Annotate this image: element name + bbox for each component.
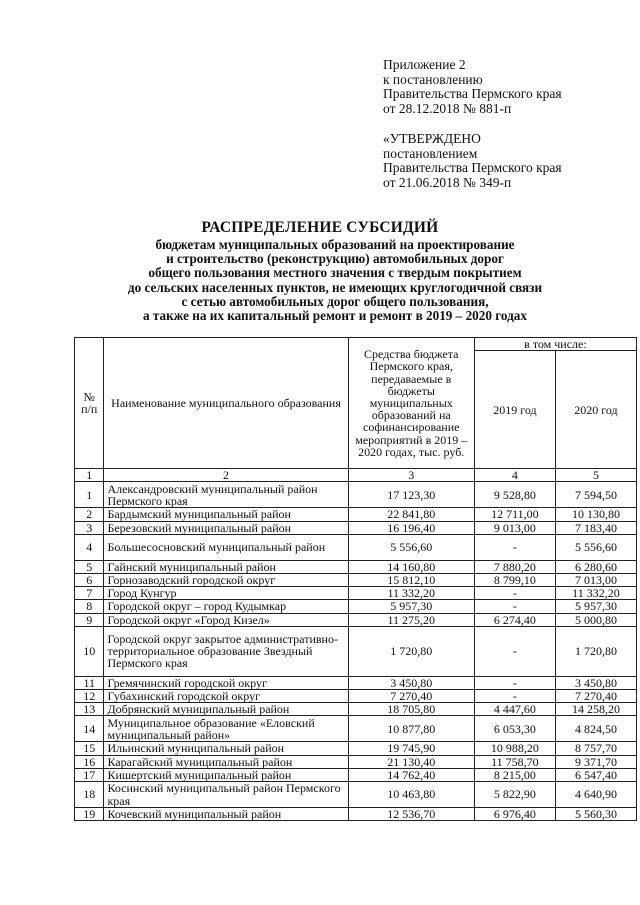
col-number: 5 [555, 469, 636, 482]
header-funds: Средства бюджета Пермского края, передаваемые в бюджеты муниципальных образований на софинансирование мероприятий в 2019 – 2020 годах, тыс. руб. [348, 338, 474, 469]
row-2020: 7 594,50 [555, 482, 636, 508]
row-number: 5 [75, 560, 104, 573]
col-number: 4 [474, 469, 555, 482]
table-row [75, 521, 637, 534]
table-row [75, 690, 637, 703]
subtitle-line: а также на их капитальный ремонт и ремонт в 2019 – 2020 годах [143, 308, 527, 324]
table-row [75, 600, 637, 613]
row-total: 15 812,10 [348, 574, 474, 587]
row-total: 11 332,20 [348, 587, 474, 600]
table-row [75, 755, 637, 768]
row-name: Ильинский муниципальный район [104, 742, 348, 755]
header-name: Наименование муниципального образования [104, 338, 348, 469]
row-name: Косинский муниципальный район Пермского края [104, 782, 348, 808]
header-num: № п/п [75, 338, 104, 469]
row-2020: 10 130,80 [555, 508, 636, 521]
row-total: 1 720,80 [348, 626, 474, 676]
row-2019: 12 711,00 [474, 508, 555, 521]
row-2019: 9 013,00 [474, 521, 555, 534]
row-name: Кишертский муниципальный район [104, 768, 348, 781]
row-2020: 5 000,80 [555, 613, 636, 626]
row-name: Гремячинский городской округ [104, 676, 348, 689]
appendix-line: от 28.12.2018 № 881-п [383, 100, 512, 116]
row-name: Город Кунгур [104, 587, 348, 600]
row-2020: 8 757,70 [555, 742, 636, 755]
row-2019: 11 758,70 [474, 755, 555, 768]
row-2020: 1 720,80 [555, 626, 636, 676]
row-total: 22 841,80 [348, 508, 474, 521]
subsidy-table [74, 337, 637, 821]
row-number: 6 [75, 574, 104, 587]
row-2019: - [474, 600, 555, 613]
approved-line: «УТВЕРЖДЕНО [383, 131, 481, 146]
row-name: Горнозаводский городской округ [104, 574, 348, 587]
col-number: 3 [348, 469, 474, 482]
header-2020: 2020 год [555, 351, 636, 469]
row-2020: 4 824,50 [555, 716, 636, 742]
table-row [75, 626, 637, 676]
table-row [75, 716, 637, 742]
table-row [75, 808, 637, 821]
row-2019: 8 799,10 [474, 574, 555, 587]
row-total: 16 196,40 [348, 521, 474, 534]
row-number: 12 [75, 690, 104, 703]
row-2019: 9 528,80 [474, 482, 555, 508]
row-number: 8 [75, 600, 104, 613]
row-total: 17 123,30 [348, 482, 474, 508]
row-name: Большесосновский муниципальный район [104, 534, 348, 560]
row-name: Добрянский муниципальный район [104, 703, 348, 716]
row-2020: 3 450,80 [555, 676, 636, 689]
row-2020: 7 013,00 [555, 574, 636, 587]
approved-line: постановлением [383, 145, 478, 161]
table-row [75, 613, 637, 626]
row-number: 2 [75, 508, 104, 521]
row-total: 7 270,40 [348, 690, 474, 703]
col-number: 1 [75, 469, 104, 482]
row-number: 16 [75, 755, 104, 768]
row-2020: 7 183,40 [555, 521, 636, 534]
row-2020: 11 332,20 [555, 587, 636, 600]
table-body [75, 482, 637, 821]
table-row [75, 703, 637, 716]
row-2019: 7 880,20 [474, 560, 555, 573]
row-total: 18 705,80 [348, 703, 474, 716]
approved-block [383, 132, 623, 190]
row-2019: - [474, 587, 555, 600]
row-2019: - [474, 534, 555, 560]
table-row [75, 560, 637, 573]
table-row [75, 742, 637, 755]
table-row [75, 768, 637, 781]
approved-line: Правительства Пермского края [383, 160, 562, 176]
row-name: Березовский муниципальный район [104, 521, 348, 534]
row-total: 10 463,80 [348, 782, 474, 808]
row-name: Муниципальное образование «Еловский муниципальный район» [104, 716, 348, 742]
row-2020: 5 957,30 [555, 600, 636, 613]
row-name: Губахинский городской округ [104, 690, 348, 703]
row-name: Александровский муниципальный район Пермского края [104, 482, 348, 508]
table-row [75, 534, 637, 560]
document-title: РАСПРЕДЕЛЕНИЕ СУБСИДИЙ [201, 219, 439, 236]
row-total: 5 556,60 [348, 534, 474, 560]
row-2019: 10 988,20 [474, 742, 555, 755]
row-number: 17 [75, 768, 104, 781]
row-2020: 9 371,70 [555, 755, 636, 768]
row-2019: - [474, 676, 555, 689]
approved-line: от 21.06.2018 № 349-п [383, 174, 512, 190]
row-name: Городской округ «Город Кизел» [104, 613, 348, 626]
row-2020: 5 560,30 [555, 808, 636, 821]
row-number: 9 [75, 613, 104, 626]
row-2019: 6 053,30 [474, 716, 555, 742]
row-2020: 14 258,20 [555, 703, 636, 716]
row-number: 18 [75, 782, 104, 808]
row-name: Бардымский муниципальный район [104, 508, 348, 521]
table-row [75, 508, 637, 521]
row-number: 1 [75, 482, 104, 508]
row-2019: 4 447,60 [474, 703, 555, 716]
row-name: Гайнский муниципальный район [104, 560, 348, 573]
row-total: 3 450,80 [348, 676, 474, 689]
header-including: в том числе: [474, 338, 636, 351]
row-2020: 7 270,40 [555, 690, 636, 703]
row-name: Карагайский муниципальный район [104, 755, 348, 768]
row-total: 5 957,30 [348, 600, 474, 613]
subtitle-line: бюджетам муниципальных образований на проектирование [155, 237, 515, 252]
row-total: 14 762,40 [348, 768, 474, 781]
subtitle-line: и строительство (реконструкцию) автомобильных дорог [166, 251, 504, 267]
row-total: 11 275,20 [348, 613, 474, 626]
appendix-line: Правительства Пермского края [383, 86, 562, 102]
document-subtitle [60, 238, 610, 323]
row-total: 12 536,70 [348, 808, 474, 821]
row-2020: 5 556,60 [555, 534, 636, 560]
subtitle-line: общего пользования местного значения с твердым покрытием [148, 265, 522, 281]
table-row [75, 482, 637, 508]
table-row [75, 782, 637, 808]
row-2020: 6 547,40 [555, 768, 636, 781]
table-row [75, 587, 637, 600]
appendix-line: к постановлению [383, 71, 483, 87]
col-number: 2 [104, 469, 348, 482]
row-2019: 6 976,40 [474, 808, 555, 821]
appendix-block [383, 58, 623, 116]
table-row [75, 574, 637, 587]
row-number: 14 [75, 716, 104, 742]
row-2019: 6 274,40 [474, 613, 555, 626]
row-total: 21 130,40 [348, 755, 474, 768]
subtitle-line: до сельских населенных пунктов, не имеющих круглогодичной связи [127, 279, 543, 295]
subtitle-line: с сетью автомобильных дорог общего пользования, [181, 293, 489, 309]
row-2020: 6 280,60 [555, 560, 636, 573]
row-2019: - [474, 626, 555, 676]
row-2019: 5 822,90 [474, 782, 555, 808]
row-total: 19 745,90 [348, 742, 474, 755]
row-number: 7 [75, 587, 104, 600]
row-number: 10 [75, 626, 104, 676]
row-name: Городской округ закрытое административно-территориальное образование Звездный Пермского края [104, 626, 348, 676]
row-total: 10 877,80 [348, 716, 474, 742]
row-number: 19 [75, 808, 104, 821]
row-number: 13 [75, 703, 104, 716]
row-number: 11 [75, 676, 104, 689]
row-2019: 8 215,00 [474, 768, 555, 781]
header-2019: 2019 год [474, 351, 555, 469]
row-2020: 4 640,90 [555, 782, 636, 808]
row-number: 3 [75, 521, 104, 534]
row-number: 15 [75, 742, 104, 755]
row-name: Городской округ – город Кудымкар [104, 600, 348, 613]
row-2019: - [474, 690, 555, 703]
row-number: 4 [75, 534, 104, 560]
table-row [75, 676, 637, 689]
appendix-line: Приложение 2 [383, 57, 466, 72]
row-total: 14 160,80 [348, 560, 474, 573]
row-name: Кочевский муниципальный район [104, 808, 348, 821]
